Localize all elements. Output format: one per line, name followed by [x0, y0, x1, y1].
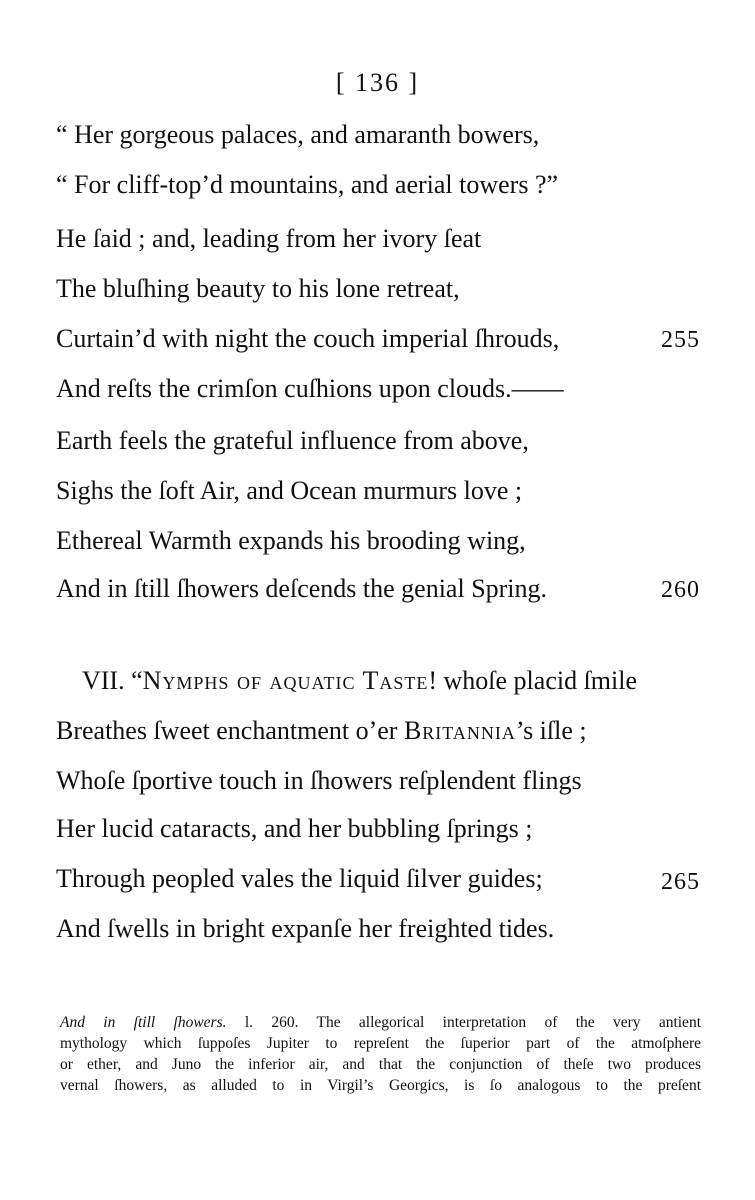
verse-line: And reſts the crimſon cuſhions upon clouds.—— — [56, 374, 564, 403]
verse-line: The bluſhing beauty to his lone retreat, — [56, 274, 460, 303]
line-number-265: 265 — [661, 869, 700, 895]
footnote-line: vernal ſhowers, as alluded to in Virgil’s Georgics, is ſo analogous to the preſent — [60, 1077, 701, 1094]
section-title: Nymphs of aquatic Taste — [142, 666, 429, 695]
footnote — [60, 1012, 701, 1096]
britannia-name: Britannia — [403, 716, 516, 745]
footnote-line: mythology which ſuppoſes Jupiter to repreſent the ſuperior part of the atmoſphere — [60, 1035, 701, 1052]
verse-line: And in ſtill ſhowers deſcends the genial Spring. — [56, 574, 548, 603]
footnote-line: or ether, and Juno the inferior air, and that the conjunction of theſe two produces — [60, 1056, 701, 1073]
verse-segment: Breathes ſweet enchantment o’er — [56, 716, 404, 745]
page-number: [ 136 ] — [335, 68, 420, 97]
verse-line: “ Her gorgeous palaces, and amaranth bowers, — [56, 120, 540, 149]
verse-line: Ethereal Warmth expands his brooding wing, — [56, 526, 526, 555]
verse-line: Her lucid cataracts, and her bubbling ſprings ; — [56, 814, 533, 843]
section-numeral: VII. — [82, 666, 125, 695]
verse-line: Earth feels the grateful influence from above, — [56, 426, 529, 455]
verse-line: He ſaid ; and, leading from her ivory ſeat — [56, 224, 482, 253]
footnote-text: l. 260. The allegorical interpretation of the very antient — [226, 1014, 701, 1031]
verse-line: Sighs the ſoft Air, and Ocean murmurs love ; — [56, 476, 523, 505]
verse-line: Curtain’d with night the couch imperial ſhrouds, — [56, 324, 560, 353]
verse-segment: ’s iſle ; — [515, 716, 587, 745]
line-number-255: 255 — [661, 327, 700, 353]
verse-line: Through peopled vales the liquid ſilver guides; — [56, 864, 543, 893]
footnote-reference: And in ſtill ſhowers. — [60, 1014, 227, 1031]
verse-line: “ For cliff-top’d mountains, and aerial towers ?” — [56, 170, 559, 199]
section-open-quote: “ — [131, 666, 143, 695]
line-number-260: 260 — [661, 577, 700, 603]
footnote-line — [60, 1012, 701, 1033]
section-heading-line — [82, 668, 637, 694]
section-heading-rest: ! whoſe placid ſmile — [428, 666, 638, 695]
verse-line: Whoſe ſportive touch in ſhowers reſplendent flings — [56, 766, 582, 795]
verse-line — [56, 718, 587, 744]
verse-line: And ſwells in bright expanſe her freighted tides. — [56, 914, 555, 943]
